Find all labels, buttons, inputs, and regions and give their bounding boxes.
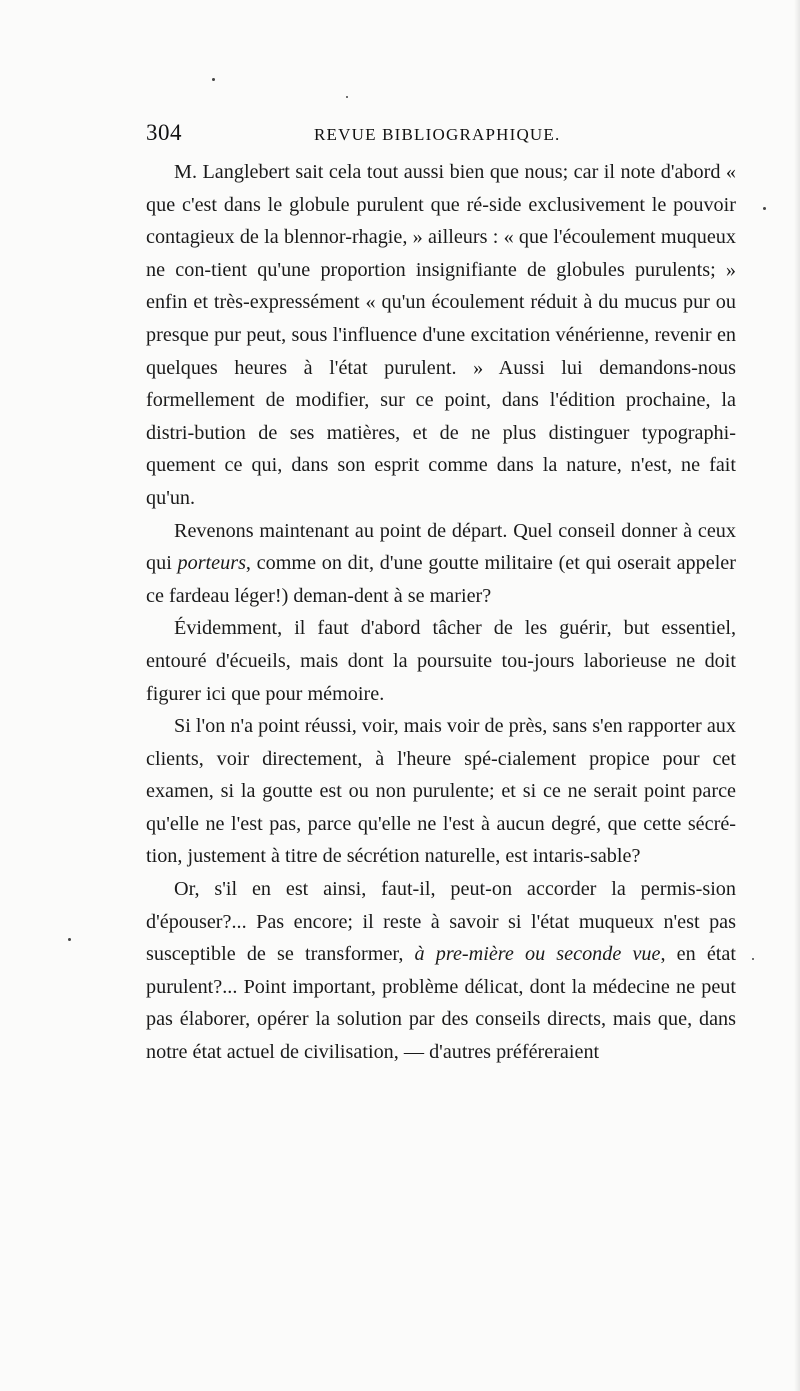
paragraph-1-text: M. Langlebert sait cela tout aussi bien que nous; car il note d'abord « que c'est dans le globule purulent que ré-side exclusivement le pouvoir contagieux de la blennor-rhagie, » ailleurs : « que l'écoulement muqueux ne con-tient qu'une proportion insignifiante de globules purulents; » enfin et très-expressément « qu'un écoulement réduit à du mucus pur ou presque pur peut, sous l'influence d'une excitation vénérienne, revenir en quelques heures à l'état purulent. » Aussi lui demandons-nous formellement de modifier, sur ce point, dans l'édition prochaine, la distri-bution de ses matières, et de ne plus distinguer typographi-quement ce qui, dans son esprit comme dans la nature, n'est, ne fait qu'un. — [146, 161, 736, 509]
paragraph-3-text: Évidemment, il faut d'abord tâcher de les guérir, but essentiel, entouré d'écueils, mais dont la poursuite tou-jours laborieuse ne doit figurer ici que pour mémoire. — [146, 617, 736, 705]
body-text — [146, 156, 736, 1069]
page-header — [146, 120, 736, 152]
paragraph-4 — [146, 710, 736, 873]
ink-speck — [68, 938, 71, 941]
paragraph-2 — [146, 515, 736, 613]
paragraph-2-text-a: Revenons maintenant au point de départ. Quel conseil donner à ceux qui — [146, 519, 736, 575]
paragraph-2-text-b: , comme on dit, d'une goutte militaire (et qui oserait appeler ce fardeau léger!) deman-dent à se marier? — [146, 552, 736, 607]
ink-speck — [212, 78, 215, 81]
paragraph-2-italic: porteurs — [177, 552, 246, 575]
paragraph-3 — [146, 612, 736, 710]
paragraph-1 — [146, 156, 736, 515]
paragraph-5-text-a: Or, s'il en est ainsi, faut-il, peut-on accorder la permis-sion d'épouser?... Pas encore; il reste à savoir si l'état muqueux n'est pas susceptible de se transformer, — [146, 878, 736, 966]
ink-speck — [763, 207, 766, 210]
paragraph-5-italic: à pre-mière ou seconde vue — [414, 943, 661, 966]
ink-speck — [752, 958, 754, 960]
running-title: REVUE BIBLIOGRAPHIQUE. — [314, 125, 561, 144]
paragraph-5-text-b: , en état purulent?... Point important, problème délicat, dont la médecine ne peut pas élaborer, opérer la solution par des conseils directs, mais que, dans notre état actuel de civilisation, — d'autres préféreraient — [146, 943, 736, 1064]
ink-speck — [346, 96, 348, 98]
page-edge-shadow — [794, 0, 800, 1391]
paragraph-4-text: Si l'on n'a point réussi, voir, mais voir de près, sans s'en rapporter aux clients, voir directement, à l'heure spé-cialement propice pour cet examen, si la goutte est ou non purulente; et si ce ne serait point parce qu'elle ne l'est pas, parce qu'elle ne l'est à aucun degré, que cette sécré-tion, justement à titre de sécrétion naturelle, est intaris-sable? — [146, 715, 736, 868]
page-number: 304 — [146, 120, 182, 145]
paragraph-5 — [146, 873, 736, 1069]
